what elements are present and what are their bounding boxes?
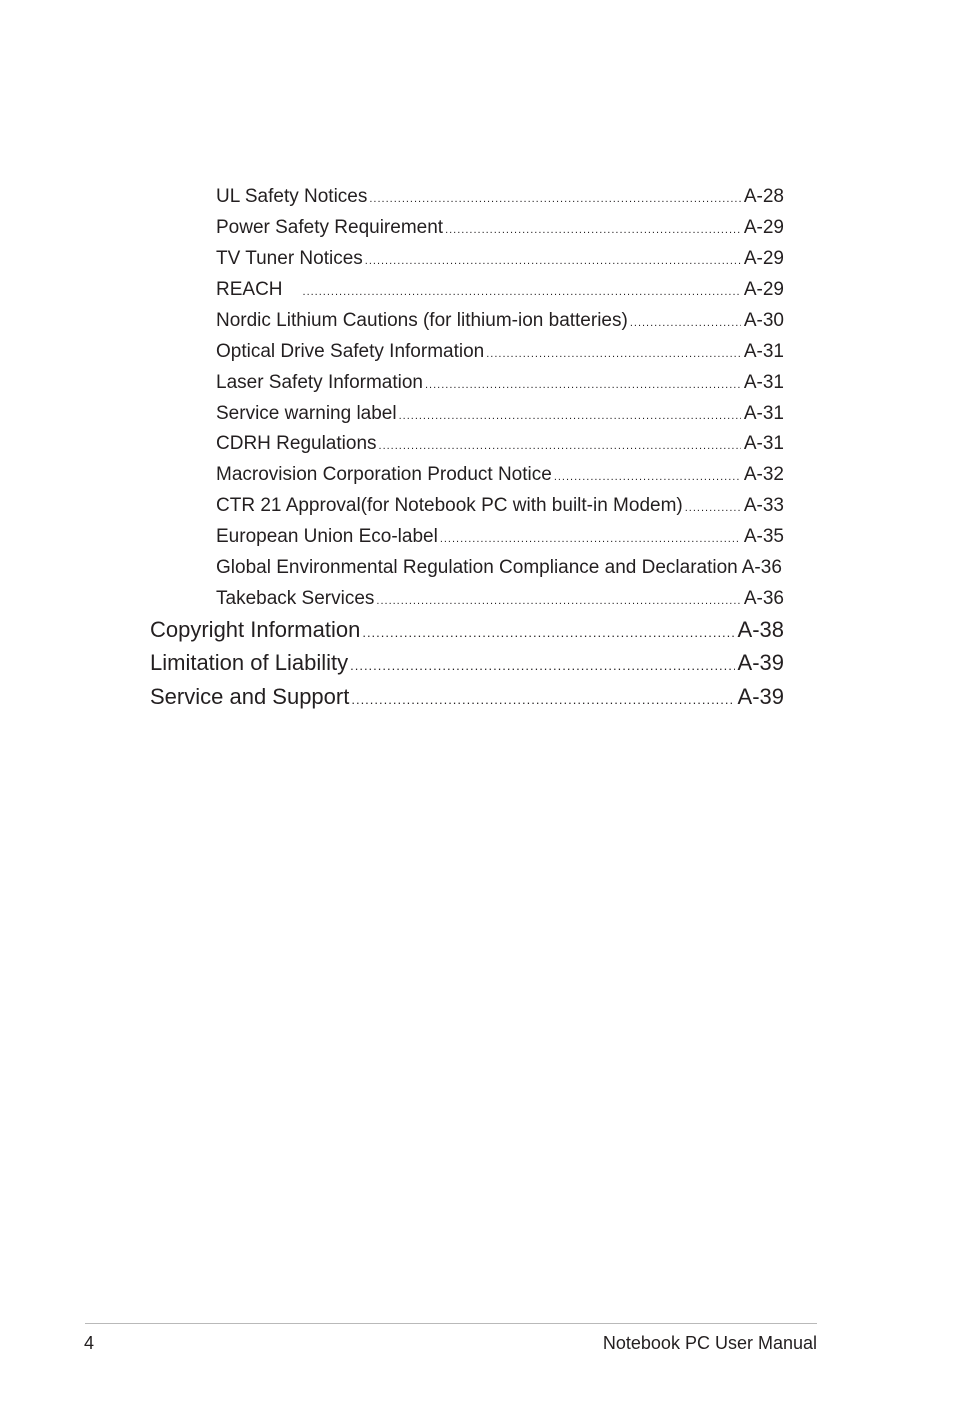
dot-leader — [486, 349, 741, 360]
toc-entry-global-environmental-regulation[interactable] — [216, 552, 798, 583]
dot-leader — [369, 194, 740, 205]
toc-entry-power-safety-requirement[interactable] — [216, 212, 784, 243]
toc-entry-page: A-39 — [737, 650, 784, 675]
toc-entry-service-and-support[interactable] — [150, 680, 784, 713]
dot-leader — [365, 256, 741, 267]
toc-entry-page: A-36 — [741, 557, 782, 578]
toc-entry-page: A-29 — [743, 217, 784, 238]
footer-page-number: 4 — [84, 1333, 95, 1353]
toc-entry-title: Global Environmental Regulation Compliance and Declaration — [216, 557, 738, 578]
toc-entry-title: UL Safety Notices — [216, 186, 368, 207]
toc-entry-page: A-38 — [737, 617, 784, 642]
toc-entry-takeback-services[interactable] — [216, 583, 784, 614]
toc-entry-title: Limitation of Liability — [150, 650, 349, 675]
toc-entry-macrovision-notice[interactable] — [216, 459, 784, 490]
toc-entry-ul-safety-notices[interactable] — [216, 181, 784, 212]
dot-leader — [351, 693, 734, 706]
toc-entry-service-warning-label[interactable] — [216, 398, 784, 429]
dot-leader — [362, 626, 734, 639]
toc-entry-page: A-33 — [743, 495, 784, 516]
dot-leader — [685, 503, 741, 514]
toc-entry-page: A-31 — [743, 433, 784, 454]
toc-entry-reach[interactable] — [216, 274, 784, 305]
toc-entry-optical-drive-safety[interactable] — [216, 336, 784, 367]
toc-entry-copyright-information[interactable] — [150, 613, 784, 646]
toc-entry-title: TV Tuner Notices — [216, 248, 363, 269]
toc-entry-nordic-lithium-cautions[interactable] — [216, 305, 784, 336]
toc-entry-page: A-30 — [743, 310, 784, 331]
toc-entry-title: Optical Drive Safety Information — [216, 341, 485, 362]
toc-entry-title: REACH — [216, 279, 283, 300]
dot-leader — [350, 659, 734, 672]
toc-entry-title: Macrovision Corporation Product Notice — [216, 464, 552, 485]
dot-leader — [303, 287, 741, 298]
toc-entry-page: A-35 — [743, 526, 784, 547]
toc-entry-title: Takeback Services — [216, 588, 375, 609]
toc-entry-cdrh-regulations[interactable] — [216, 428, 784, 459]
toc-entry-eu-eco-label[interactable] — [216, 521, 784, 552]
toc-entry-limitation-of-liability[interactable] — [150, 646, 784, 679]
toc-entry-title: Nordic Lithium Cautions (for lithium-ion batteries) — [216, 310, 628, 331]
toc-entry-title: Laser Safety Information — [216, 372, 423, 393]
dot-leader — [554, 472, 741, 483]
toc-entry-ctr21-approval[interactable] — [216, 490, 784, 521]
toc-entry-page: A-31 — [743, 403, 784, 424]
toc-entry-page: A-29 — [743, 279, 784, 300]
toc-entry-page: A-39 — [737, 684, 784, 709]
dot-leader — [379, 441, 741, 452]
dot-leader — [399, 411, 741, 422]
footer-manual-title: Notebook PC User Manual — [602, 1333, 817, 1353]
toc-entry-page: A-28 — [743, 186, 784, 207]
toc-entry-title: Service and Support — [150, 684, 350, 709]
footer-divider — [85, 1323, 817, 1324]
toc-entry-page: A-31 — [743, 341, 784, 362]
dot-leader — [445, 225, 741, 236]
toc-entry-title: CDRH Regulations — [216, 433, 377, 454]
dot-leader — [440, 534, 741, 545]
toc-entry-title: European Union Eco-label — [216, 526, 438, 547]
toc-entry-tv-tuner-notices[interactable] — [216, 243, 784, 274]
toc-entry-title: CTR 21 Approval(for Notebook PC with built-in Modem) — [216, 495, 683, 516]
toc-entry-laser-safety[interactable] — [216, 367, 784, 398]
toc-entry-title: Power Safety Requirement — [216, 217, 444, 238]
dot-leader — [630, 318, 741, 329]
toc-entry-page: A-36 — [743, 588, 784, 609]
toc-entry-page: A-31 — [743, 372, 784, 393]
toc-entry-title: Service warning label — [216, 403, 397, 424]
dot-leader — [425, 380, 741, 391]
toc-entry-page: A-32 — [743, 464, 784, 485]
dot-leader — [376, 596, 740, 607]
toc-entry-title: Copyright Information — [150, 617, 361, 642]
toc-entry-page: A-29 — [743, 248, 784, 269]
